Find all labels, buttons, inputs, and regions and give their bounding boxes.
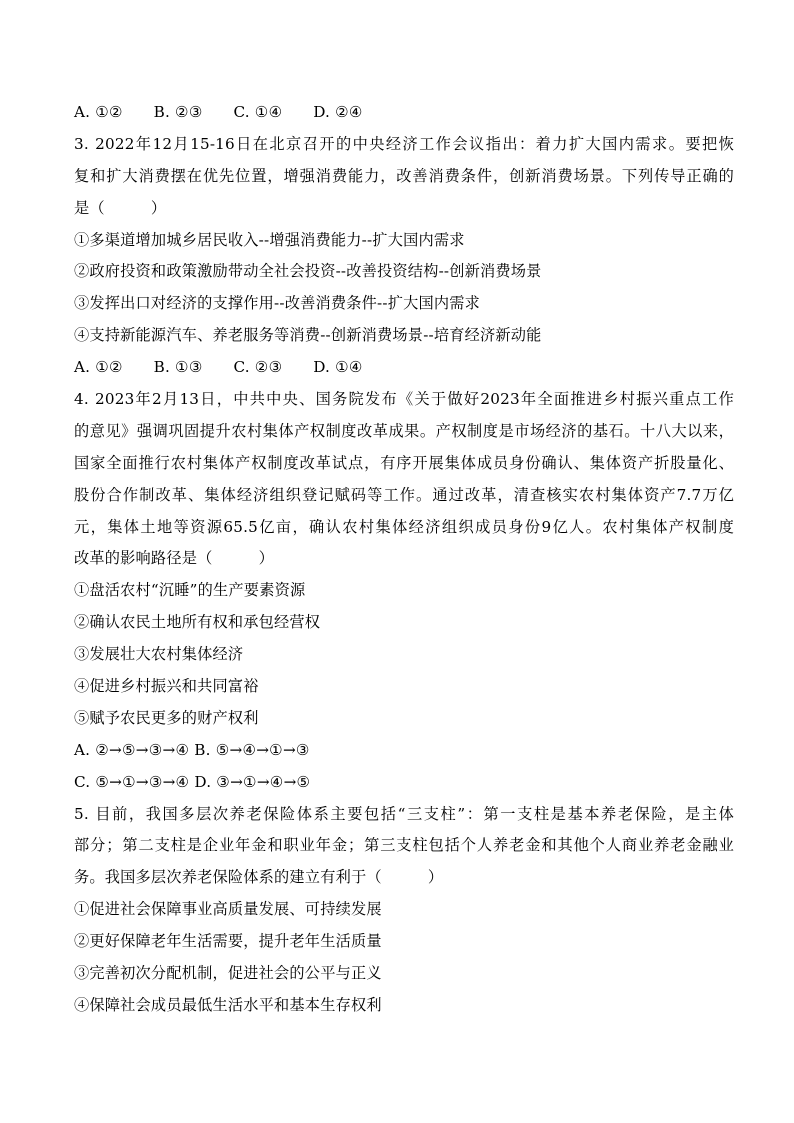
q4-statement-4: ④促进乡村振兴和共同富裕 <box>74 677 259 696</box>
q3-statement-1: ①多渠道增加城乡居民收入--增强消费能力--扩大国内需求 <box>74 230 465 249</box>
q4-stem-line-3: 国家全面推行农村集体产权制度改革试点，有序开展集体成员身份确认、集体资产折股量化、 <box>74 453 734 472</box>
q3-stem-line-1: 3. 2022年12月15-16日在北京召开的中央经济工作会议指出：着力扩大国内需求。要把恢 <box>74 134 734 153</box>
q4-answer-options-cd: C. ⑤→①→③→④ D. ③→①→④→⑤ <box>74 772 311 791</box>
q4-stem-line-1: 4. 2023年2月13日，中共中央、国务院发布《关于做好2023年全面推进乡村振兴重点工作 <box>74 390 734 409</box>
q4-stem-line-6: 改革的影响路径是（ ） <box>74 549 275 568</box>
q5-stem-line-1: 5. 目前，我国多层次养老保险体系主要包括“三支柱”：第一支柱是基本养老保险，是主体 <box>74 804 734 823</box>
q3-statement-3: ③发挥出口对经济的支撑作用--改善消费条件--扩大国内需求 <box>74 294 481 313</box>
q4-statement-1: ①盘活农村“沉睡”的生产要素资源 <box>74 581 306 600</box>
q5-statement-1: ①促进社会保障事业高质量发展、可持续发展 <box>74 900 382 919</box>
q4-statement-5: ⑤赋予农民更多的财产权利 <box>74 708 259 727</box>
q4-answer-options-ab: A. ②→⑤→③→④ B. ⑤→④→①→③ <box>74 740 310 759</box>
q2-answer-options: A. ①② B. ②③ C. ①④ D. ②④ <box>74 103 363 121</box>
q3-stem-line-2: 复和扩大消费摆在优先位置，增强消费能力，改善消费条件，创新消费场景。下列传导正确的 <box>74 166 734 185</box>
q5-stem-line-3: 务。我国多层次养老保险体系的建立有利于（ ） <box>74 868 444 887</box>
q5-statement-4: ④保障社会成员最低生活水平和基本生存权利 <box>74 995 382 1014</box>
q4-statement-3: ③发展壮大农村集体经济 <box>74 645 244 664</box>
q3-statement-4: ④支持新能源汽车、养老服务等消费--创新消费场景--培育经济新动能 <box>74 326 542 345</box>
q5-statement-3: ③完善初次分配机制，促进社会的公平与正义 <box>74 964 382 983</box>
q5-stem-line-2: 部分；第二支柱是企业年金和职业年金；第三支柱包括个人养老金和其他个人商业养老金融业 <box>74 836 734 855</box>
q5-statement-2: ②更好保障老年生活需要，提升老年生活质量 <box>74 932 382 951</box>
q3-answer-options: A. ①② B. ①③ C. ②③ D. ①④ <box>74 358 363 377</box>
q4-stem-line-5: 元，集体土地等资源65.5亿亩，确认农村集体经济组织成员身份9亿人。农村集体产权制度 <box>74 517 734 536</box>
q3-stem-line-3: 是（ ） <box>74 198 167 217</box>
document-page <box>74 97 734 1022</box>
q4-statement-2: ②确认农民土地所有权和承包经营权 <box>74 613 321 632</box>
q4-stem-line-4: 股份合作制改革、集体经济组织登记赋码等工作。通过改革，清查核实农村集体资产7.7万亿 <box>74 485 734 504</box>
q4-stem-line-2: 的意见》强调巩固提升农村集体产权制度改革成果。产权制度是市场经济的基石。十八大以来， <box>74 421 734 440</box>
q3-statement-2: ②政府投资和政策激励带动全社会投资--改善投资结构--创新消费场景 <box>74 262 542 281</box>
